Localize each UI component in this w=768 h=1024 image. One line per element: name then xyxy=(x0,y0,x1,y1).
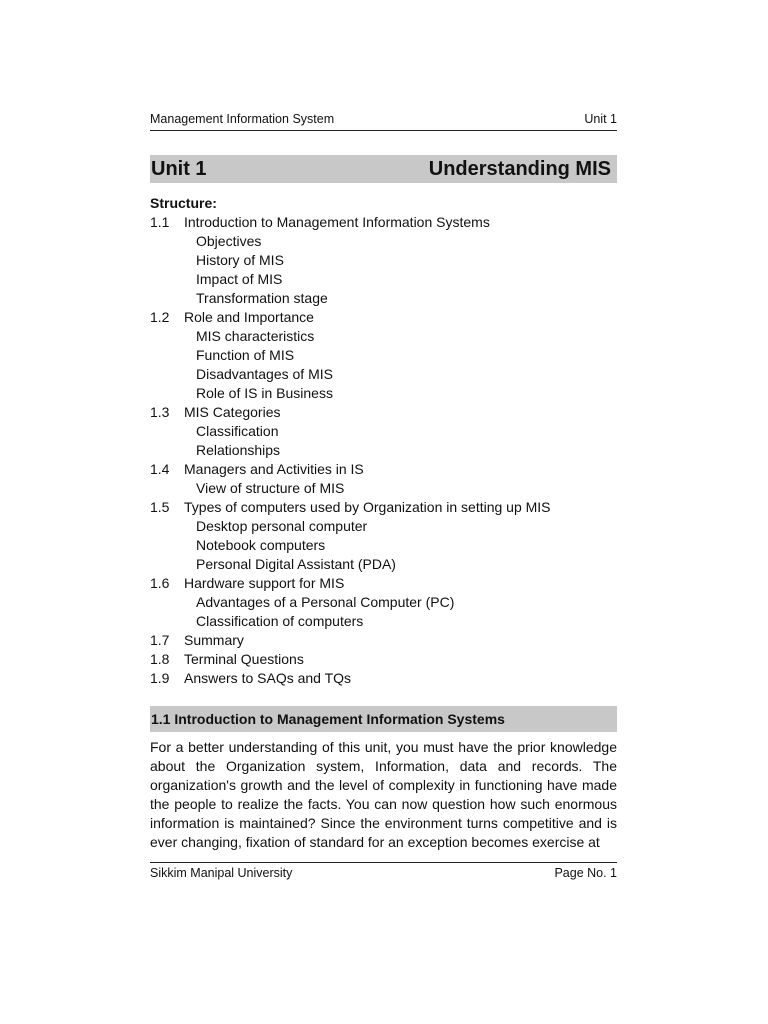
running-header xyxy=(150,112,617,131)
toc-subsection-item: Transformation stage xyxy=(196,290,328,306)
toc-section-item xyxy=(150,669,617,688)
toc-section-title: Answers to SAQs and TQs xyxy=(184,670,352,686)
footer-page-number: Page No. 1 xyxy=(554,866,617,880)
header-book-title: Management Information System xyxy=(150,112,335,126)
toc-section-item xyxy=(150,650,617,669)
toc-section-number: 1.9 xyxy=(150,670,170,686)
toc-subsection-item: Role of IS in Business xyxy=(196,385,333,401)
toc-subsection-item: Impact of MIS xyxy=(196,271,283,287)
running-footer xyxy=(150,862,617,880)
toc-section-item xyxy=(150,574,617,593)
toc-subsection-item: Desktop personal computer xyxy=(196,518,368,534)
toc-section-number: 1.7 xyxy=(150,632,170,648)
toc-subsection-item: Classification of computers xyxy=(196,613,364,629)
toc-section-number: 1.3 xyxy=(150,404,170,420)
toc-section-item xyxy=(150,308,617,327)
toc-subsection-item: Notebook computers xyxy=(196,537,326,553)
unit-title-banner xyxy=(150,155,617,183)
toc-section-item xyxy=(150,498,617,517)
toc-section-title: Types of computers used by Organization in setting up MIS xyxy=(184,499,551,515)
toc-section-title: Managers and Activities in IS xyxy=(184,461,364,477)
section-heading-banner: 1.1 Introduction to Management Information Systems xyxy=(150,706,617,732)
toc-subsection-item: Personal Digital Assistant (PDA) xyxy=(196,556,396,572)
toc-subsection-item: Function of MIS xyxy=(196,347,295,363)
toc-subsection-item: History of MIS xyxy=(196,252,284,268)
toc-section-title: Terminal Questions xyxy=(184,651,304,667)
structure-outline xyxy=(150,194,617,688)
toc-section-item xyxy=(150,403,617,422)
document-page xyxy=(150,0,617,1024)
toc-subsection-item: Classification xyxy=(196,423,279,439)
toc-section-item xyxy=(150,213,617,232)
toc-section-item xyxy=(150,460,617,479)
footer-university: Sikkim Manipal University xyxy=(150,866,293,880)
toc-section-number: 1.5 xyxy=(150,499,170,515)
toc-section-number: 1.8 xyxy=(150,651,170,667)
toc-section-title: Introduction to Management Information Systems xyxy=(184,214,490,230)
toc-subsection-item: Disadvantages of MIS xyxy=(196,366,333,382)
toc-section-title: Role and Importance xyxy=(184,309,314,325)
toc-section-title: Summary xyxy=(184,632,244,648)
body-paragraph: For a better understanding of this unit, you must have the prior knowledge about the Organization system, Information, data and records. The organization's growth and the level of complexity in functioning have made the people to realize the facts. You can now question how such enormous information is maintained? Since the environment turns competitive and is ever changing, fixation of standard for an exception becomes exercise at xyxy=(150,739,617,850)
toc-section-number: 1.2 xyxy=(150,309,170,325)
toc-section-title: Hardware support for MIS xyxy=(184,575,345,591)
toc-subsection-item: Objectives xyxy=(196,233,262,249)
toc-section-title: MIS Categories xyxy=(184,404,281,420)
toc-subsection-item: Advantages of a Personal Computer (PC) xyxy=(196,594,455,610)
structure-heading: Structure: xyxy=(150,195,217,211)
unit-title: Understanding MIS xyxy=(428,157,611,180)
unit-number: Unit 1 xyxy=(151,157,207,180)
toc-subsection-item: Relationships xyxy=(196,442,281,458)
toc-subsection-item: View of structure of MIS xyxy=(196,480,345,496)
header-unit-label: Unit 1 xyxy=(584,112,617,126)
toc-section-number: 1.4 xyxy=(150,461,170,477)
toc-subsection-item: MIS characteristics xyxy=(196,328,315,344)
toc-section-number: 1.6 xyxy=(150,575,170,591)
toc-section-number: 1.1 xyxy=(150,214,170,230)
toc-section-item xyxy=(150,631,617,650)
